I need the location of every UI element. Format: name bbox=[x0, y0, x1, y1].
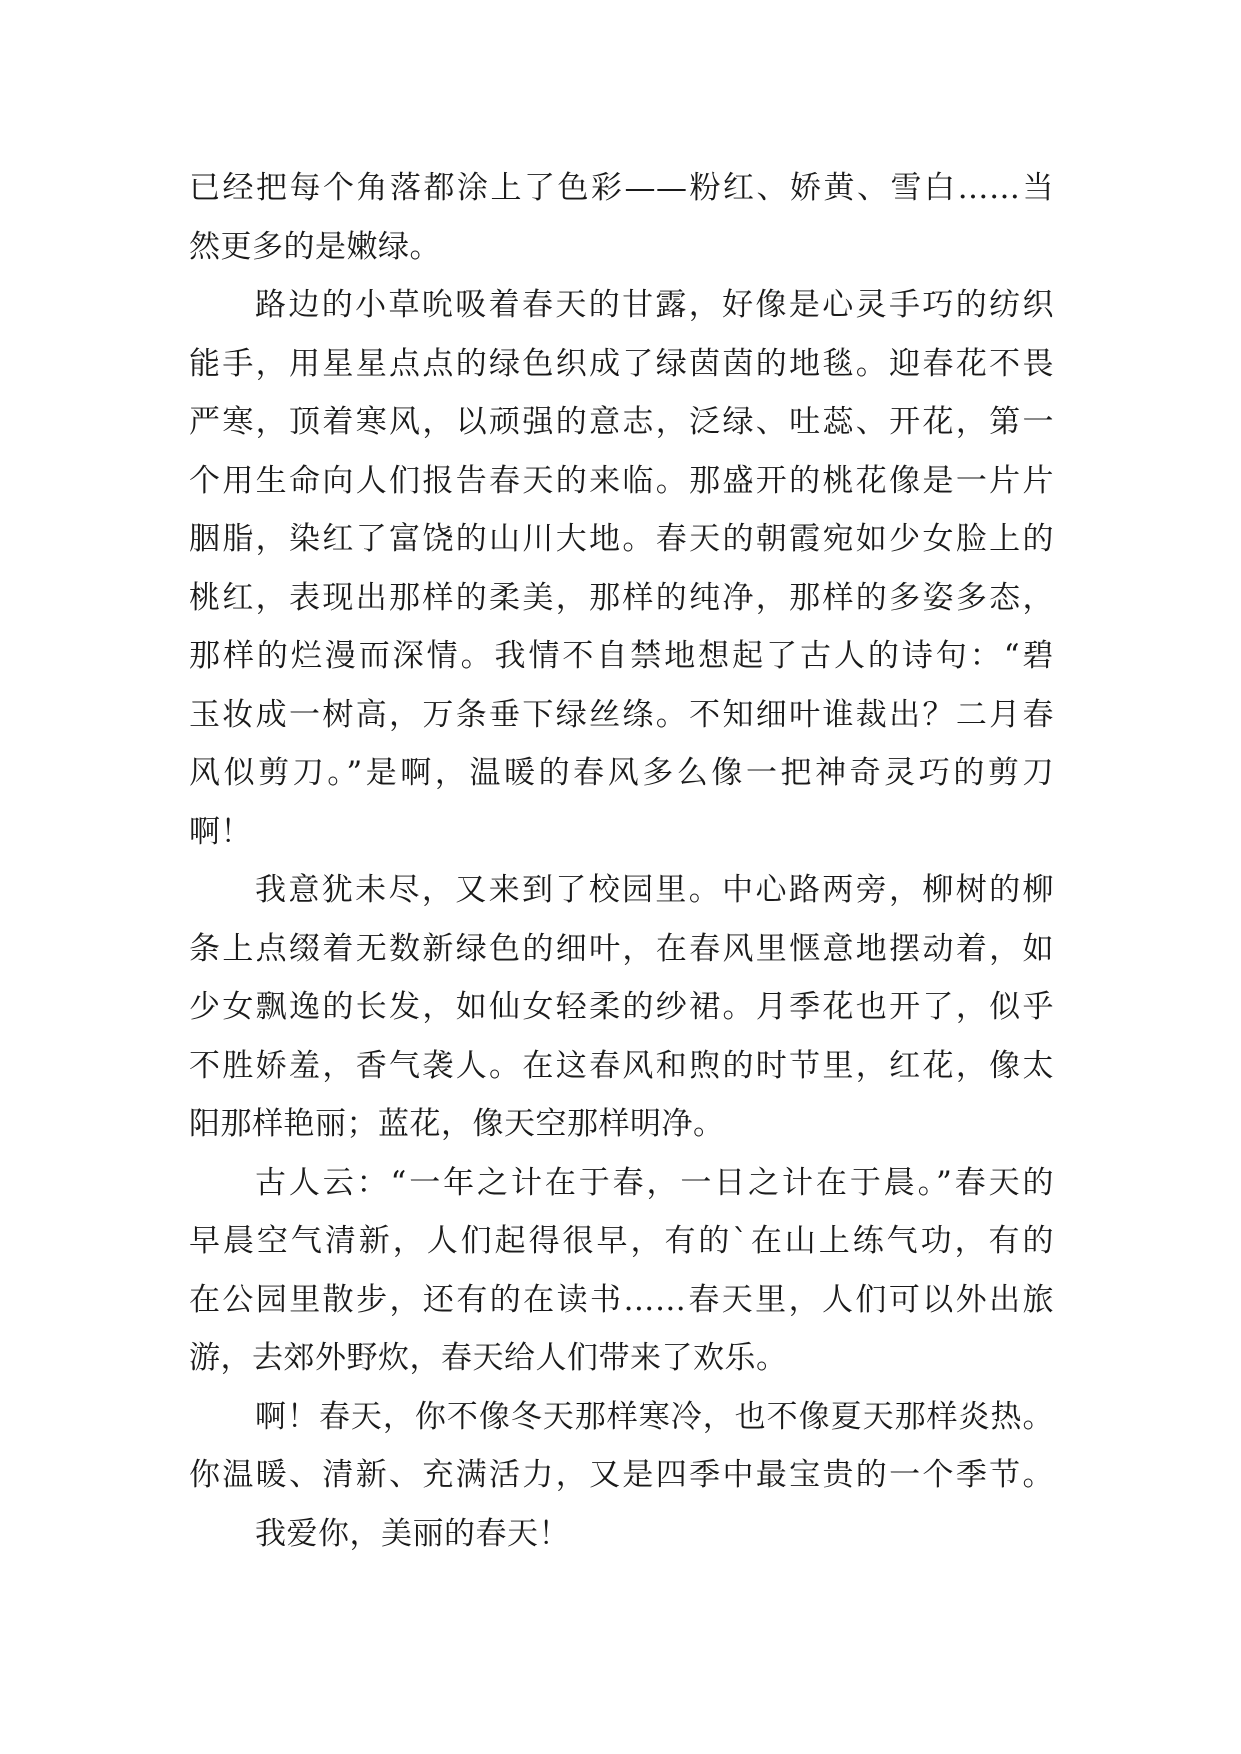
text-line: 早晨空气清新，人们起得很早，有的`在山上练气功，有的 bbox=[189, 1223, 1054, 1259]
paragraph bbox=[189, 1505, 1054, 1564]
text-line: 在公园里散步，还有的在读书……春天里，人们可以外出旅 bbox=[189, 1281, 1054, 1318]
document-page bbox=[189, 159, 1054, 1563]
text-line: 我爱你，美丽的春天！ bbox=[255, 1515, 570, 1552]
text-line: 游，去郊外野炊，春天给人们带来了欢乐。 bbox=[189, 1340, 788, 1376]
text-line: 我意犹未尽，又来到了校园里。中心路两旁，柳树的柳 bbox=[255, 872, 1054, 908]
text-line: 个用生命向人们报告春天的来临。那盛开的桃花像是一片片 bbox=[189, 462, 1054, 499]
text-line: 你温暖、清新、充满活力，又是四季中最宝贵的一个季节。 bbox=[189, 1457, 1054, 1493]
text-line: 然更多的是嫩绿。 bbox=[189, 228, 441, 265]
text-line: 玉妆成一树高，万条垂下绿丝绦。不知细叶谁裁出？二月春 bbox=[189, 696, 1054, 733]
text-line: 啊！春天，你不像冬天那样寒冷，也不像夏天那样炎热。 bbox=[255, 1398, 1054, 1435]
text-line: 古人云：“一年之计在于春，一日之计在于晨。”春天的 bbox=[255, 1164, 1054, 1201]
paragraph bbox=[189, 861, 1054, 1154]
text-line: 桃红，表现出那样的柔美，那样的纯净，那样的多姿多态， bbox=[189, 579, 1054, 616]
text-line: 那样的烂漫而深情。我情不自禁地想起了古人的诗句：“碧 bbox=[189, 638, 1054, 674]
paragraph bbox=[189, 1154, 1054, 1388]
text-line: 胭脂，染红了富饶的山川大地。春天的朝霞宛如少女脸上的 bbox=[189, 521, 1054, 557]
paragraph bbox=[189, 159, 1054, 276]
text-line: 条上点缀着无数新绿色的细叶，在春风里惬意地摆动着，如 bbox=[189, 930, 1054, 967]
text-line: 已经把每个角落都涂上了色彩——粉红、娇黄、雪白……当 bbox=[189, 170, 1054, 206]
text-line: 啊！ bbox=[189, 813, 252, 850]
text-line: 严寒，顶着寒风，以顽强的意志，泛绿、吐蕊、开花，第一 bbox=[189, 404, 1054, 440]
paragraph bbox=[189, 1388, 1054, 1505]
text-line: 路边的小草吮吸着春天的甘露，好像是心灵手巧的纺织 bbox=[255, 287, 1054, 323]
paragraph bbox=[189, 276, 1054, 861]
text-line: 阳那样艳丽；蓝花，像天空那样明净。 bbox=[189, 1106, 725, 1142]
text-line: 不胜娇羞，香气袭人。在这春风和煦的时节里，红花，像太 bbox=[189, 1047, 1054, 1084]
text-line: 少女飘逸的长发，如仙女轻柔的纱裙。月季花也开了，似乎 bbox=[189, 989, 1054, 1025]
text-line: 能手，用星星点点的绿色织成了绿茵茵的地毯。迎春花不畏 bbox=[189, 345, 1054, 382]
text-line: 风似剪刀。”是啊，温暖的春风多么像一把神奇灵巧的剪刀 bbox=[189, 755, 1054, 791]
